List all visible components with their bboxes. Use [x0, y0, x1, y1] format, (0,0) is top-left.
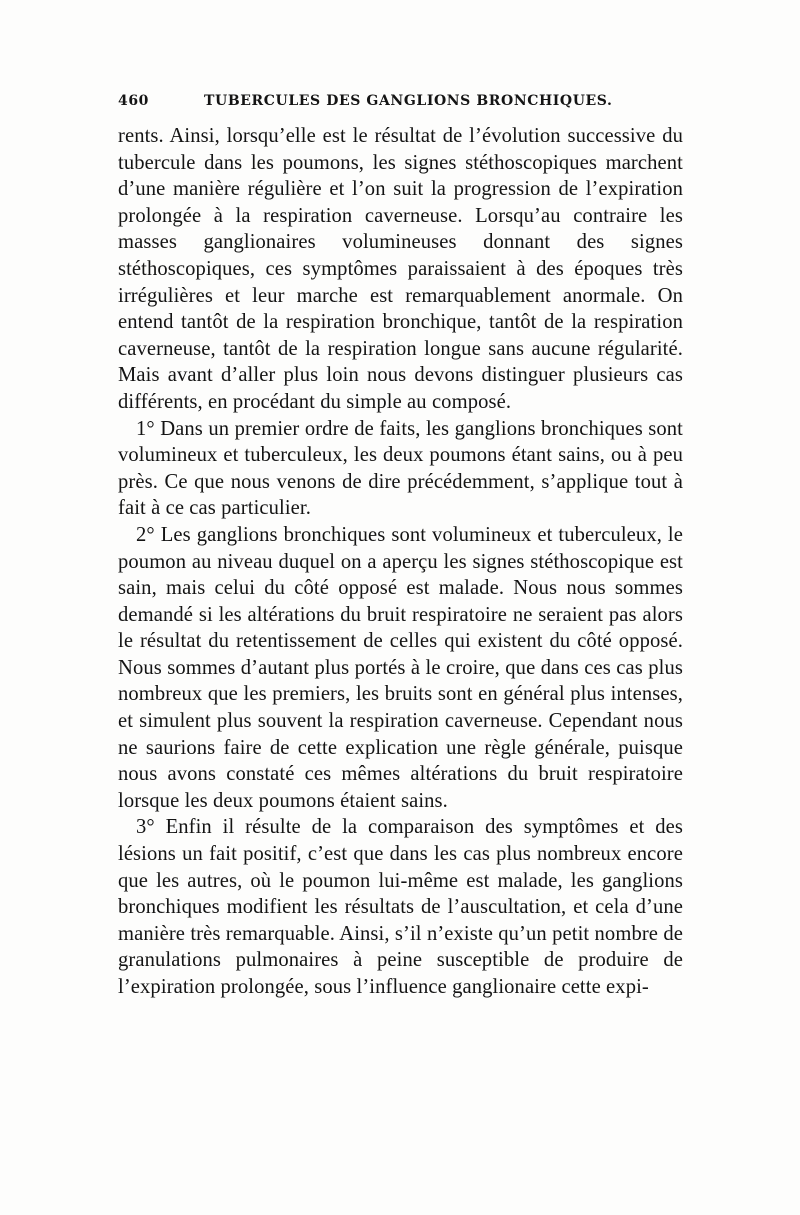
page-number: 460 [118, 93, 150, 109]
header-title: TUBERCULES DES GANGLIONS BRONCHIQUES. [204, 93, 613, 109]
body-text [118, 123, 683, 1001]
paragraph-2: 1° Dans un premier ordre de faits, les ganglions bronchiques sont volumineux et tuberculeux, les deux poumons étant sains, ou à peu près. Ce que nous venons de dire précédemment, s’applique tout à fait à ce cas particulier. [118, 417, 683, 520]
paragraph-3: 2° Les ganglions bronchiques sont volumineux et tuberculeux, le poumon au niveau duquel on a aperçu les signes stéthoscopique est sain, mais celui du côté opposé est malade. Nous nous sommes demandé si les altérations du bruit respiratoire ne seraient pas alors le résultat du retentissement de celles qui existent du côté opposé. Nous sommes d’autant plus portés à le croire, que dans ces cas plus nombreux que les premiers, les bruits sont en général plus intenses, et simulent plus souvent la respiration caverneuse. Cependant nous ne saurions faire de cette explication une règle générale, puisque nous avons constaté ces mêmes altérations du bruit respiratoire lorsque les deux poumons étaient sains. [118, 523, 683, 812]
paragraph-1: rents. Ainsi, lorsqu’elle est le résultat de l’évolution successive du tubercule dans les poumons, les signes stéthoscopiques marchent d’une manière régulière et l’on suit la progression de l’expiration prolongée à la respiration caverneuse. Lorsqu’au contraire les masses ganglionaires volumineuses donnant des signes stéthoscopiques, ces symptômes paraissaient à des époques très irrégulières et leur marche est remarquablement anormale. On entend tantôt de la respiration bronchique, tantôt de la respiration caverneuse, tantôt de la respiration longue sans aucune régularité. Mais avant d’aller plus loin nous devons distinguer plusieurs cas différents, en procédant du simple au composé. [118, 125, 683, 413]
running-head [118, 93, 683, 117]
paragraph-4: 3° Enfin il résulte de la comparaison des symptômes et des lésions un fait positif, c’est que dans les cas plus nombreux encore que les autres, où le poumon lui-même est malade, les ganglions bronchiques modifient les résultats de l’auscultation, et cela d’une manière très remarquable. Ainsi, s’il n’existe qu’un petit nombre de granulations pulmonaires à peine susceptible de produire de l’expiration prolongée, sous l’influence ganglionaire cette expi- [118, 816, 683, 998]
